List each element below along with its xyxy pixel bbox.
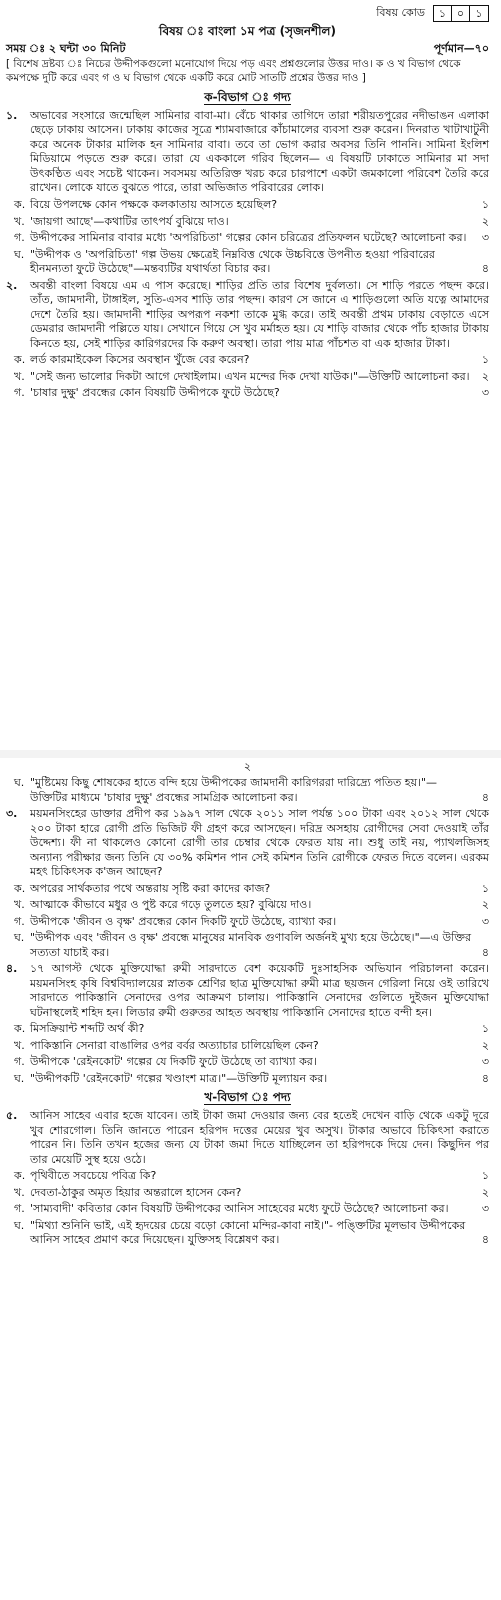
sub-question xyxy=(6,353,489,368)
sub-question-text: অপরের সার্থকতার পথে অন্তরায় সৃষ্টি করা কাদের কাজ? xyxy=(30,881,271,895)
sub-question xyxy=(6,776,489,805)
sub-question-mark: ১ xyxy=(481,1022,489,1036)
question-5 xyxy=(6,1109,489,1167)
subject-code-boxes xyxy=(433,5,489,22)
sub-question xyxy=(6,215,489,230)
subject-code-row xyxy=(6,4,489,22)
sub-question xyxy=(6,1072,489,1087)
question-stimulus: ১৭ আগস্ট থেকে মুক্তিযোদ্ধা রুমী সারদাতে বেশ কয়েকটি দুঃসাহসিক অভিযান পরিচালনা করেন। ময়মনসিংহ কৃষি বিশ্ববিদ্যালয়ের স্নাতক শ্রেণির ছাত্র মুক্তিযোদ্ধা রুমী মাত্র ছয়জন গেরিলা নিয়ে ওই তারিখে সারদাতে পাকিস্তানি সেনাদের ওপর আক্রমণ চালায়। পাকিস্তানি সেনাদের গুলিতে দুইজন মুক্তিযোদ্ধা ঘটনাস্থলেই শহিদ হন। লিডার রুমী গুরুতর আহত অবস্থায় পাকিস্তানি সেনাদের হাতে বন্দী হন। xyxy=(30,962,489,1019)
sub-question-label: খ. xyxy=(14,1038,25,1052)
sub-question-text: আত্মাকে কীভাবে মধুর ও পুষ্ট করে গড়ে তুলতে হয়? বুঝিয়ে দাও। xyxy=(30,898,312,912)
sub-question-text: উদ্দীপকে 'জীবন ও বৃক্ষ' প্রবন্ধের কোন দিকটি ফুটে উঠেছে, ব্যাখ্যা কর। xyxy=(30,914,337,928)
sub-question xyxy=(6,1186,489,1201)
page-gap xyxy=(0,750,501,758)
sub-question xyxy=(6,1219,489,1248)
sub-question-mark: ৪ xyxy=(481,1233,489,1247)
sub-question xyxy=(6,198,489,213)
sub-question-label: খ. xyxy=(14,898,25,912)
exam-time: সময় ঃ ২ ঘন্টা ৩০ মিনিট xyxy=(6,41,126,55)
section-heading-poetry xyxy=(6,1090,489,1106)
sub-question-label: ঘ. xyxy=(14,776,25,789)
sub-question-label: গ. xyxy=(14,1055,25,1069)
sub-question-label: ক. xyxy=(14,1022,26,1036)
sub-question xyxy=(6,882,489,897)
instruction-text: [ বিশেষ দ্রষ্টব্য ঃ নিচের উদ্দীপকগুলো মনোযোগ দিয়ে পড় এবং প্রশ্নগুলোর উত্তর দাও। ক ও খ বিভাগ থেকে কমপক্ষে দুটি করে এবং গ ও ঘ বিভাগ থেকে একটি করে মোট সাতটি প্রশ্নের উত্তর দাও ] xyxy=(6,58,461,85)
sub-question-text: "মুষ্টিমেয় কিছু শোষকের হাতে বন্দি হয়ে উদ্দীপকের জামদানী কারিগররা দারিদ্র্যে পতিত হয়।"—উক্তিটির মাধ্যমে 'চাষার দুক্ষু' প্রবন্ধের সামগ্রিক আলোচনা কর। xyxy=(30,776,438,804)
sub-question-text: "উদ্দীপক এবং 'জীবন ও বৃক্ষ' প্রবন্ধে মানুষের মানবিক গুণাবলি অর্জনই মুখ্য হয়ে উঠেছে।"—এ উক্তির সত্যতা যাচাই কর। xyxy=(30,931,471,959)
sub-question xyxy=(6,370,489,385)
sub-question-label: গ. xyxy=(14,231,25,245)
sub-question-mark: ২ xyxy=(481,898,489,912)
sub-question-mark: ৩ xyxy=(481,914,489,928)
sub-question-mark: ৩ xyxy=(481,1055,489,1069)
sub-question xyxy=(6,231,489,246)
question-stimulus: ময়মনসিংহের ডাক্তার প্রদীপ কর ১৯৯৭ সাল থেকে ২০১১ সাল পর্যন্ত ১০০ টাকা এবং ২০১২ সাল থেকে ২০০ টাকা হারে রোগী প্রতি ভিজিট ফী গ্রহণ করে আসছেন। দরিদ্র অসহায় রোগীদের সেবা দেওয়াই তাঁর উদ্দেশ্য। ফী না থাকলেও কোনো রোগী তার চেম্বার থেকে ফেরত যায় না। শুধু তাই নয়, প্যাথলজিসহ অন্যান্য পরীক্ষার জন্য তিনি যে ৩০% কমিশন পান সেই কমিশন তিনি রোগীকে ফেরত দিতে বলেন। এরকম মহৎ চিকিৎসক ক'জন আছেন? xyxy=(30,807,489,879)
subject-title: বিষয় ঃ বাংলা ১ম পত্র (সৃজনশীল) xyxy=(159,24,336,38)
sub-question-label: গ. xyxy=(14,914,25,928)
sub-question-text: "মিথ্যা শুনিনি ভাই, এই হৃদয়ের চেয়ে বড়ো কোনো মন্দির-কাবা নাই।"- পঙ্ক্তিটির মূলভাব উদ্দীপকের আনিস সাহেব প্রমাণ করে দিয়েছেন। যুক্তিসহ বিশ্লেষণ কর। xyxy=(30,1218,466,1247)
question-3 xyxy=(6,807,489,880)
sub-question-label: খ. xyxy=(14,369,25,383)
sub-question-mark: ১ xyxy=(481,197,489,211)
question-stimulus: অভাবের সংসারে জন্মেছিল সামিনার বাবা-মা। বেঁচে থাকার তাগিদে তারা শরীয়তপুরের নদীভাঙন এলাকা ছেড়ে ঢাকায় আসেন। ঢাকায় কাজের সূত্রে শ্যামবাজারে কাঁচামালের ব্যবসা শুরু করেন। দিনরাত খাটাখাটুনী করে অনেক টাকার মালিক হন সামিনার বাবা। তবে তা ভোগ করার অবসর তিনি পাননি। সামিনা ইংলিশ মিডিয়ামে পড়তে শুরু করে। তারা যে এককালে গরিব ছিলেন— এ বিষয়টি ঢাকাতে সামিনার মা সদা উৎকণ্ঠিত এবং সচেষ্ট থাকেন। সবসময় অতিরিক্ত খরচ করে চারপাশে একটা জমকালো পরিবেশ তৈরি করে রাখেন। লোকে যাতে বুঝতে পারে, তারা অভিজাত পরিবারের লোক। xyxy=(30,108,489,195)
subject-code-digit: ১ xyxy=(434,6,452,21)
question-1 xyxy=(6,109,489,196)
sub-question-text: মিসক্রিয়ান্ট শব্দটি অর্থ কী? xyxy=(30,1022,145,1036)
sub-question xyxy=(6,1169,489,1184)
sub-question xyxy=(6,1022,489,1037)
sub-question-label: ঘ. xyxy=(14,931,25,945)
question-4 xyxy=(6,962,489,1020)
sub-question-label: ঘ. xyxy=(14,1218,25,1232)
sub-question-mark: ৩ xyxy=(481,231,489,245)
sub-question xyxy=(6,931,489,960)
sub-question-text: উদ্দীপকে 'রেইনকোট' গল্পের যে দিকটি ফুটে উঠেছে তা ব্যাখ্যা কর। xyxy=(30,1055,317,1069)
sub-question-text: 'চাষার দুক্ষু' প্রবন্ধের কোন বিষয়টি উদ্দীপকে ফুটে উঠেছে? xyxy=(30,386,280,400)
sub-question-text: "উদ্দীপক ও 'অপরিচিতা' গল্প উভয় ক্ষেত্রেই নিম্নবিত্ত থেকে উচ্চবিত্তে উপনীত হওয়া পরিবারের হীনমন্যতা ফুটে উঠেছে"—মন্তব্যটির যথার্থতা বিচার কর। xyxy=(30,247,435,276)
question-2 xyxy=(6,279,489,352)
sub-question-mark: ২ xyxy=(481,214,489,228)
sub-question-text: দেবতা-ঠাকুর অমৃত হিয়ার অন্তরালে হাসেন কেন? xyxy=(30,1185,242,1199)
sub-question xyxy=(6,386,489,401)
question-stimulus: অবন্তী বাংলা বিষয়ে এম এ পাস করেছে। শাড়ির প্রতি তার বিশেষ দুর্বলতা। সে শাড়ি পরতে পছন্দ করে। তাঁত, জামদানী, টাঙ্গাইল, সুতি-এসব শাড়ি তার পছন্দ। কারণ সে জানে এ শাড়িগুলো অতি যত্নে আমাদের দেশে তৈরি হয়। জামদানী শাড়ির অপরূপ নকশা তাকে মুগ্ধ করে। তাই অবন্তী প্রথম ঢাকায় বেড়াতে এসে ডেমরার জামদানী পল্লিতে যায়। সেখানে গিয়ে সে খুব মর্মাহত হয়। যে শাড়ি বাজার থেকে পাঁচ হাজার টাকায় কিনতে হয়, সেই শাড়ির কারিগরদের কি করুণ অবস্থা। তারা পায় মাত্র পাঁচশত বা এক হাজার টাকা। xyxy=(30,278,489,350)
sub-question xyxy=(6,915,489,930)
sub-question-text: উদ্দীপকের সামিনার বাবার মধ্যে 'অপরিচিতা' গল্পের কোন চরিত্রের প্রতিফলন ঘটেছে? আলোচনা কর। xyxy=(30,231,467,245)
sub-question-text: 'সাম্যবাদী' কবিতার কোন বিষয়টি উদ্দীপকের আনিস সাহেবের মধ্যে ফুটে উঠেছে? আলোচনা কর। xyxy=(30,1202,449,1216)
exam-page-1 xyxy=(0,0,501,750)
sub-question-mark: ৪ xyxy=(481,790,489,804)
subject-code-label: বিষয় কোড xyxy=(376,5,425,19)
sub-question-label: ক. xyxy=(14,197,26,211)
sub-question-label: ক. xyxy=(14,881,26,895)
sub-question-mark: ১ xyxy=(481,881,489,895)
sub-question-label: ক. xyxy=(14,353,26,367)
sub-question-text: 'জায়গা আছে'—কথাটির তাৎপর্য বুঝিয়ে দাও। xyxy=(30,214,229,228)
sub-question-label: গ. xyxy=(14,1202,25,1216)
sub-question-label: গ. xyxy=(14,386,25,400)
sub-question xyxy=(6,1055,489,1070)
subject-code-digit: ০ xyxy=(452,6,470,21)
sub-question-label: খ. xyxy=(14,214,25,228)
time-marks-row xyxy=(6,42,489,57)
sub-question-mark: ৪ xyxy=(481,1071,489,1085)
subject-code-digit: ১ xyxy=(475,6,483,20)
sub-question-mark: ৪ xyxy=(481,945,489,959)
question-number: ২. xyxy=(6,278,18,292)
question-number: ৩. xyxy=(6,807,18,821)
exam-page-2 xyxy=(0,758,501,1600)
sub-question-text: লর্ড কারমাইকেল কিসের অবস্থান খুঁজে বের করেন? xyxy=(30,353,250,367)
section-heading-poetry-text: খ-বিভাগ ঃ পদ্য xyxy=(204,1090,291,1105)
sub-question-label: ক. xyxy=(14,1169,26,1183)
sub-question-mark: ২ xyxy=(481,1185,489,1199)
sub-question-mark: ২ xyxy=(481,369,489,383)
sub-question-mark: ২ xyxy=(481,1038,489,1052)
sub-question-label: ঘ. xyxy=(14,247,25,261)
question-number: ১. xyxy=(6,108,18,122)
question-stimulus: আনিস সাহেব এবার হজে যাবেন। তাই টাকা জমা দেওয়ার জন্য বের হতেই দেখেন বাড়ি থেকে একটু দূরে খুব শোরগোল। তিনি জানতে পারেন হরিপদ দত্তের মেয়ের খুব অসুখ। টাকার অভাবে চিকিৎসা করাতে পারেন নি। তিনি তখন হজের জন্য যে টাকা জমা দিতে যাচ্ছিলেন তা হরিপদকে দিয়ে দেন। কিছুদিন পর তার মেয়েটি সুস্থ হয়ে ওঠে। xyxy=(30,1109,489,1166)
sub-question-text: পাকিস্তানি সেনারা বাঙালির ওপর বর্বর অত্যাচার চালিয়েছিল কেন? xyxy=(30,1038,319,1052)
sub-question xyxy=(6,898,489,913)
section-heading-prose-text: ক-বিভাগ ঃ গদ্য xyxy=(204,90,291,105)
sub-question-mark: ১ xyxy=(481,1169,489,1183)
sub-question-text: "উদ্দীপকটি 'রেইনকোট' গল্পের খণ্ডাংশ মাত্র।"—উক্তিটি মূল্যায়ন কর। xyxy=(30,1071,328,1085)
page-number: ২ xyxy=(243,760,252,773)
section-heading-prose xyxy=(6,90,489,106)
sub-question-label: খ. xyxy=(14,1185,25,1199)
question-number: ৫. xyxy=(6,1109,18,1123)
question-number: ৪. xyxy=(6,962,18,976)
sub-question xyxy=(6,248,489,277)
sub-question-label: ঘ. xyxy=(14,1071,25,1085)
sub-question-mark: ১ xyxy=(481,353,489,367)
sub-question-text: পৃথিবীতে সবচেয়ে পবিত্র কি? xyxy=(30,1169,157,1183)
sub-question xyxy=(6,1039,489,1054)
sub-question-text: "সেই জন্য ভালোর দিকটা আগে দেখাইলাম। এখন মন্দের দিক দেখা যাউক।"—উক্তিটি আলোচনা কর। xyxy=(30,369,470,383)
sub-question-text: বিয়ে উপলক্ষে কোন পক্ষকে কলকাতায় আসতে হয়েছিল? xyxy=(30,197,278,211)
full-marks: পূর্ণমান—৭০ xyxy=(433,41,489,55)
sub-question-mark: ৩ xyxy=(481,386,489,400)
sub-question-mark: ৩ xyxy=(481,1202,489,1216)
sub-question-mark: ৪ xyxy=(481,262,489,276)
sub-question xyxy=(6,1202,489,1217)
